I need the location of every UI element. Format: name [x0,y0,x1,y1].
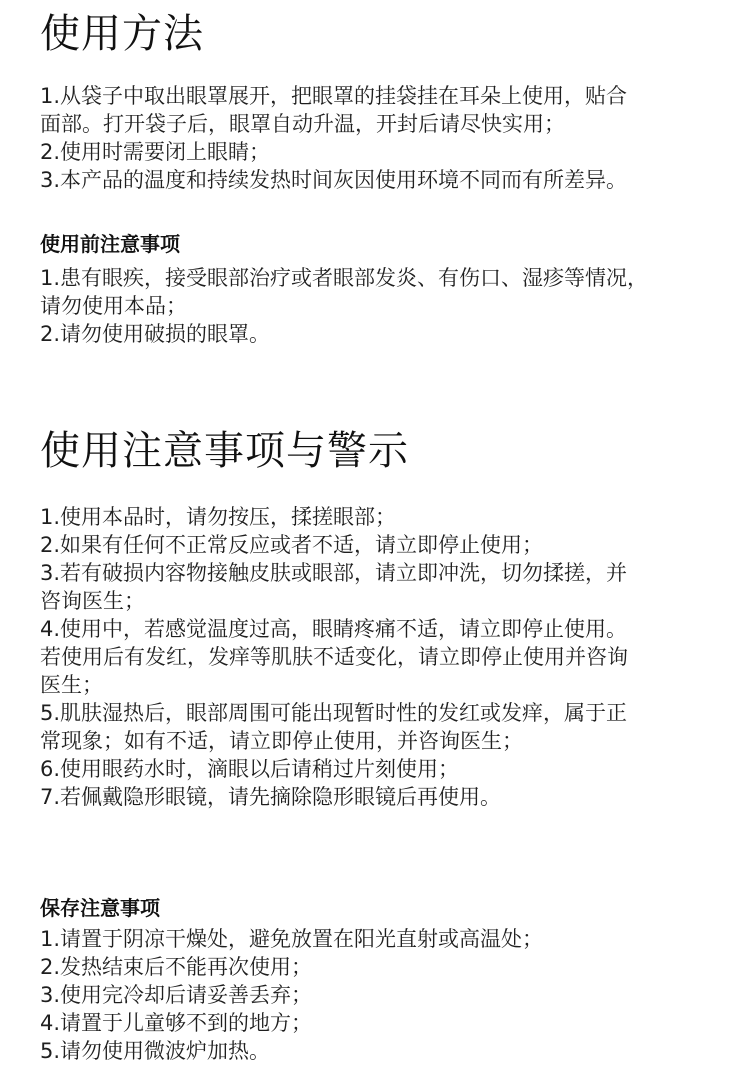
warnings-line: 医生； [40,673,103,697]
before-use-line: 1.患有眼疾，接受眼部治疗或者眼部发炎、有伤口、湿疹等情况， [40,266,649,290]
warnings-line: 常现象；如有不适，请立即停止使用，并咨询医生； [40,729,523,753]
warnings-line: 6.使用眼药水时，滴眼以后请稍过片刻使用； [40,757,460,781]
usage-title: 使用方法 [40,11,204,57]
storage-line: 3.使用完冷却后请妥善丢弃； [40,983,313,1007]
before-use-title: 使用前注意事项 [40,232,180,256]
warnings-line: 1.使用本品时，请勿按压，揉搓眼部； [40,505,397,529]
before-use-list [40,264,648,348]
warnings-line: 2.如果有任何不正常反应或者不适，请立即停止使用； [40,533,544,557]
storage-title: 保存注意事项 [40,896,160,920]
warnings-line: 5.肌肤湿热后，眼部周围可能出现暂时性的发红或发痒，属于正 [40,701,628,725]
usage-list [40,82,627,194]
warnings-line: 3.若有破损内容物接触皮肤或眼部，请立即冲洗，切勿揉搓，并 [40,561,628,585]
usage-line: 2.使用时需要闭上眼睛； [40,140,271,164]
warnings-line: 咨询医生； [40,589,145,613]
storage-line: 5.请勿使用微波炉加热。 [40,1039,271,1063]
storage-line: 1.请置于阴凉干燥处，避免放置在阳光直射或高温处； [40,927,544,951]
warnings-line: 7.若佩戴隐形眼镜，请先摘除隐形眼镜后再使用。 [40,785,502,809]
usage-line: 面部。打开袋子后，眼罩自动升温，开封后请尽快实用； [40,112,565,136]
warnings-list [40,503,628,811]
warnings-line: 若使用后有发红，发痒等肌肤不适变化，请立即停止使用并咨询 [40,645,628,669]
usage-line: 3.本产品的温度和持续发热时间灰因使用环境不同而有所差异。 [40,168,628,192]
storage-line: 2.发热结束后不能再次使用； [40,955,313,979]
usage-line: 1.从袋子中取出眼罩展开，把眼罩的挂袋挂在耳朵上使用，贴合 [40,84,628,108]
warnings-line: 4.使用中，若感觉温度过高，眼睛疼痛不适，请立即停止使用。 [40,617,628,641]
storage-list [40,925,543,1065]
warnings-title: 使用注意事项与警示 [40,428,409,474]
storage-line: 4.请置于儿童够不到的地方； [40,1011,313,1035]
before-use-line: 2.请勿使用破损的眼罩。 [40,322,271,346]
before-use-line: 请勿使用本品； [40,294,187,318]
